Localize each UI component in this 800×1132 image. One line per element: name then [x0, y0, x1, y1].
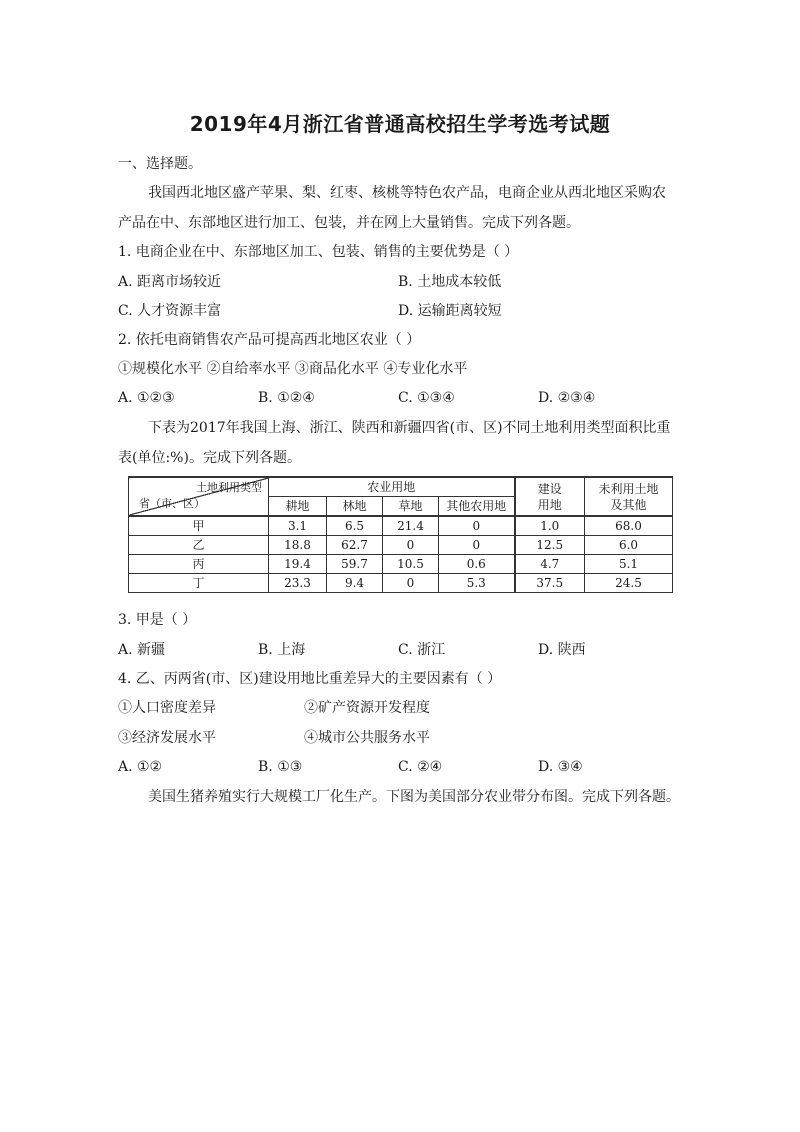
table-header-unused-line-2: 及其他	[610, 497, 647, 512]
cell: 0.6	[439, 555, 515, 574]
cell: 12.5	[515, 536, 585, 555]
question-3-option-a: A. 新疆	[118, 642, 166, 658]
cell: 3.1	[269, 516, 327, 536]
table-header-unused-line-1: 未利用土地	[598, 481, 659, 496]
cell: 68.0	[585, 516, 673, 536]
question-3-option-b: B. 上海	[258, 642, 306, 658]
question-2-stem: 2. 依托电商销售农产品可提高西北地区农业（ ）	[118, 332, 421, 348]
table-header-agri-land: 农业用地	[269, 477, 515, 497]
exam-title: 2019年4月浙江省普通高校招生学考选考试题	[189, 112, 611, 136]
cell: 24.5	[585, 574, 673, 593]
question-2-items: ①规模化水平 ②自给率水平 ③商品化水平 ④专业化水平	[118, 361, 468, 377]
question-4-option-c: C. ②④	[398, 759, 443, 775]
question-2-option-d: D. ②③④	[538, 390, 596, 406]
table-corner-header	[129, 477, 269, 516]
cell: 59.7	[327, 555, 383, 574]
question-1-option-a: A. 距离市场较近	[118, 274, 222, 290]
table-row	[129, 516, 673, 536]
table-header-grassland: 草地	[383, 497, 439, 517]
cell: 21.4	[383, 516, 439, 536]
cell: 23.3	[269, 574, 327, 593]
row-name: 甲	[129, 516, 269, 536]
question-1-option-b: B. 土地成本较低	[398, 274, 502, 290]
cell: 19.4	[269, 555, 327, 574]
question-4-stem: 4. 乙、丙两省(市、区)建设用地比重差异大的主要因素有（ ）	[118, 671, 502, 687]
question-3-option-c: C. 浙江	[398, 642, 446, 658]
table-header-build-line-2: 用地	[537, 497, 562, 512]
question-4-option-a: A. ①②	[118, 759, 163, 775]
section-heading: 一、选择题。	[118, 156, 202, 172]
question-4-item-4: ④城市公共服务水平	[304, 730, 430, 746]
cell: 4.7	[515, 555, 585, 574]
intro-paragraph-1-line-1: 我国西北地区盛产苹果、梨、红枣、核桃等特色农产品，电商企业从西北地区采购农	[148, 185, 666, 201]
intro-paragraph-2-line-2: 表(单位:%)。完成下列各题。	[118, 450, 301, 466]
table-header-build-line-1: 建设	[537, 481, 562, 496]
table-corner-bottom: 省（市、区）	[139, 497, 205, 510]
row-name: 丁	[129, 574, 269, 593]
row-name: 乙	[129, 536, 269, 555]
cell: 6.0	[585, 536, 673, 555]
intro-paragraph-1-line-2: 产品在中、东部地区进行加工、包装，并在网上大量销售。完成下列各题。	[118, 215, 580, 231]
question-3-option-d: D. 陕西	[538, 642, 586, 658]
question-1-option-d: D. 运输距离较短	[398, 303, 502, 319]
table-corner-top: 土地利用类型	[196, 481, 262, 494]
table-header-farmland: 耕地	[269, 497, 327, 517]
cell: 62.7	[327, 536, 383, 555]
table-header-unused-land	[585, 477, 673, 516]
cell: 0	[383, 536, 439, 555]
cell: 37.5	[515, 574, 585, 593]
row-name: 丙	[129, 555, 269, 574]
cell: 10.5	[383, 555, 439, 574]
cell: 5.3	[439, 574, 515, 593]
cell: 0	[383, 574, 439, 593]
table-header-forest: 林地	[327, 497, 383, 517]
cell: 18.8	[269, 536, 327, 555]
question-2-option-b: B. ①②④	[258, 390, 315, 406]
question-4-item-2: ②矿产资源开发程度	[304, 700, 430, 716]
intro-paragraph-3: 美国生猪养殖实行大规模工厂化生产。下图为美国部分农业带分布图。完成下列各题。	[148, 789, 680, 805]
cell: 1.0	[515, 516, 585, 536]
question-1-stem: 1. 电商企业在中、东部地区加工、包装、销售的主要优势是（ ）	[118, 244, 519, 260]
question-1-option-c: C. 人才资源丰富	[118, 303, 222, 319]
question-4-item-3: ③经济发展水平	[118, 730, 216, 746]
table-row	[129, 536, 673, 555]
table-header-build-land	[515, 477, 585, 516]
table-row	[129, 555, 673, 574]
cell: 0	[439, 516, 515, 536]
question-2-option-c: C. ①③④	[398, 390, 455, 406]
question-3-stem: 3. 甲是（ ）	[118, 612, 197, 628]
intro-paragraph-2-line-1: 下表为2017年我国上海、浙江、陕西和新疆四省(市、区)不同土地利用类型面积比重	[148, 420, 671, 436]
question-4-item-1: ①人口密度差异	[118, 700, 216, 716]
cell: 9.4	[327, 574, 383, 593]
table-header-other-agri: 其他农用地	[439, 497, 515, 517]
question-2-option-a: A. ①②③	[118, 390, 175, 406]
table-row	[129, 574, 673, 593]
question-4-option-b: B. ①③	[258, 759, 303, 775]
cell: 0	[439, 536, 515, 555]
cell: 6.5	[327, 516, 383, 536]
cell: 5.1	[585, 555, 673, 574]
land-use-table	[128, 476, 673, 593]
question-4-option-d: D. ③④	[538, 759, 583, 775]
